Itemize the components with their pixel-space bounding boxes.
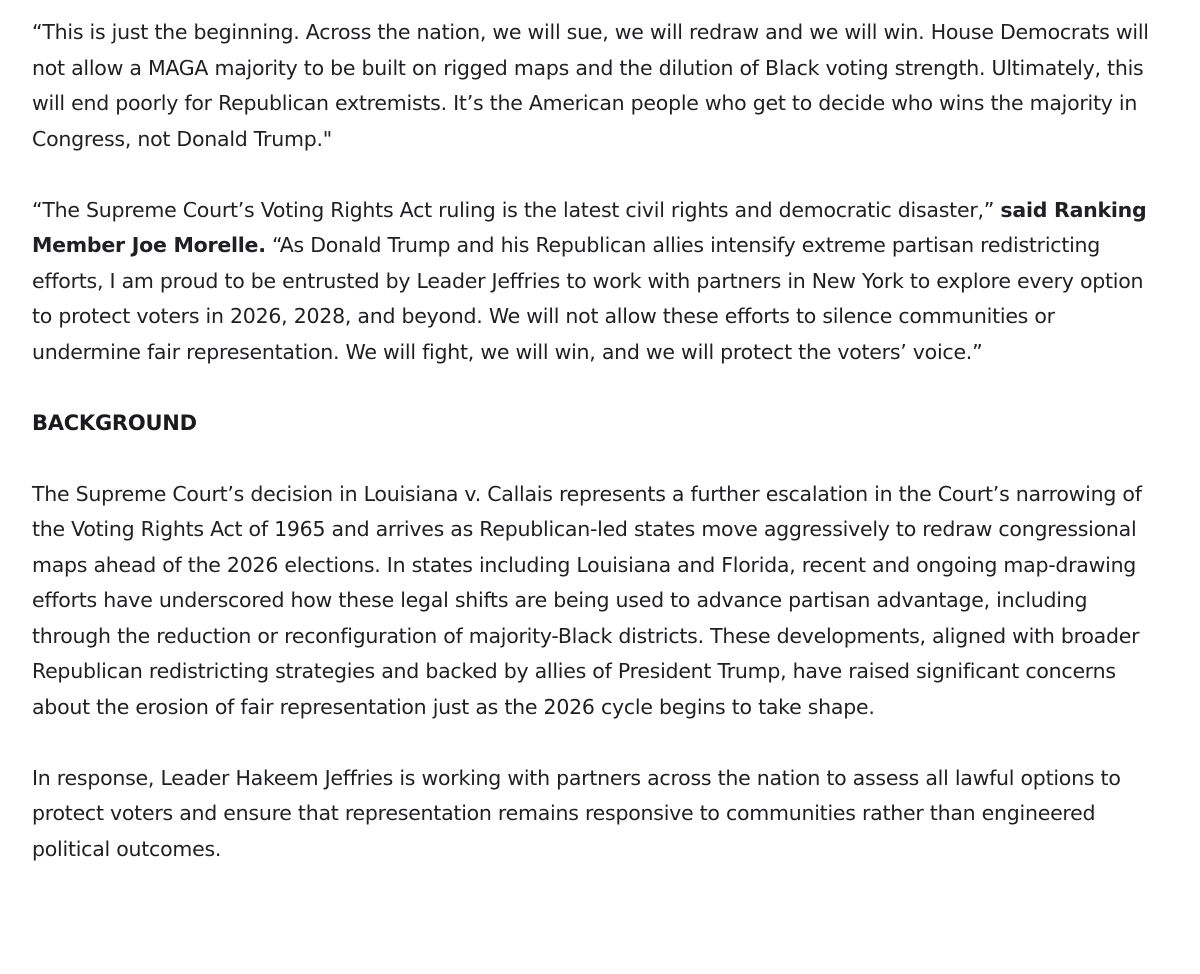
article-body — [32, 15, 1162, 903]
quote-start: “The Supreme Court’s Voting Rights Act ruling is the latest civil rights and democratic disaster,” — [32, 197, 1001, 222]
background-paragraph: The Supreme Court’s decision in Louisiana v. Callais represents a further escalation in the Court’s narrowing of the Voting Rights Act of 1965 and arrives as Republican-led states move aggressively to redraw congressional maps ahead of the 2026 elections. In states including Louisiana and Florida, recent and ongoing map-drawing efforts have underscored how these legal shifts are being used to advance partisan advantage, including through the reduction or reconfiguration of majority-Black districts. These developments, aligned with broader Republican redistricting strategies and backed by allies of President Trump, have raised significant concerns about the erosion of fair representation just as the 2026 cycle begins to take shape. — [32, 481, 1142, 719]
background-heading: BACKGROUND — [32, 410, 197, 435]
quote-rest: “As Donald Trump and his Republican allies intensify extreme partisan redistricting efforts, I am proud to be entrusted by Leader Jeffries to work with partners in New York to explore every option to protect voters in 2026, 2028, and beyond. We will not allow these efforts to silence communities or undermine fair representation. We will fight, we will win, and we will protect the voters’ voice.” — [32, 233, 1144, 364]
attribution: said Ranking Member Joe Morelle. — [32, 197, 1147, 257]
morelle-quote-paragraph — [32, 193, 1162, 371]
response-paragraph: In response, Leader Hakeem Jeffries is working with partners across the nation to assess all lawful options to protect voters and ensure that representation remains responsive to communities rather than engineered political outcomes. — [32, 765, 1121, 861]
quote-paragraph: “This is just the beginning. Across the nation, we will sue, we will redraw and we will win. House Democrats will not allow a MAGA majority to be built on rigged maps and the dilution of Black voting strength. Ultimately, this will end poorly for Republican extremists. It’s the American people who get to decide who wins the majority in Congress, not Donald Trump." — [32, 20, 1149, 151]
